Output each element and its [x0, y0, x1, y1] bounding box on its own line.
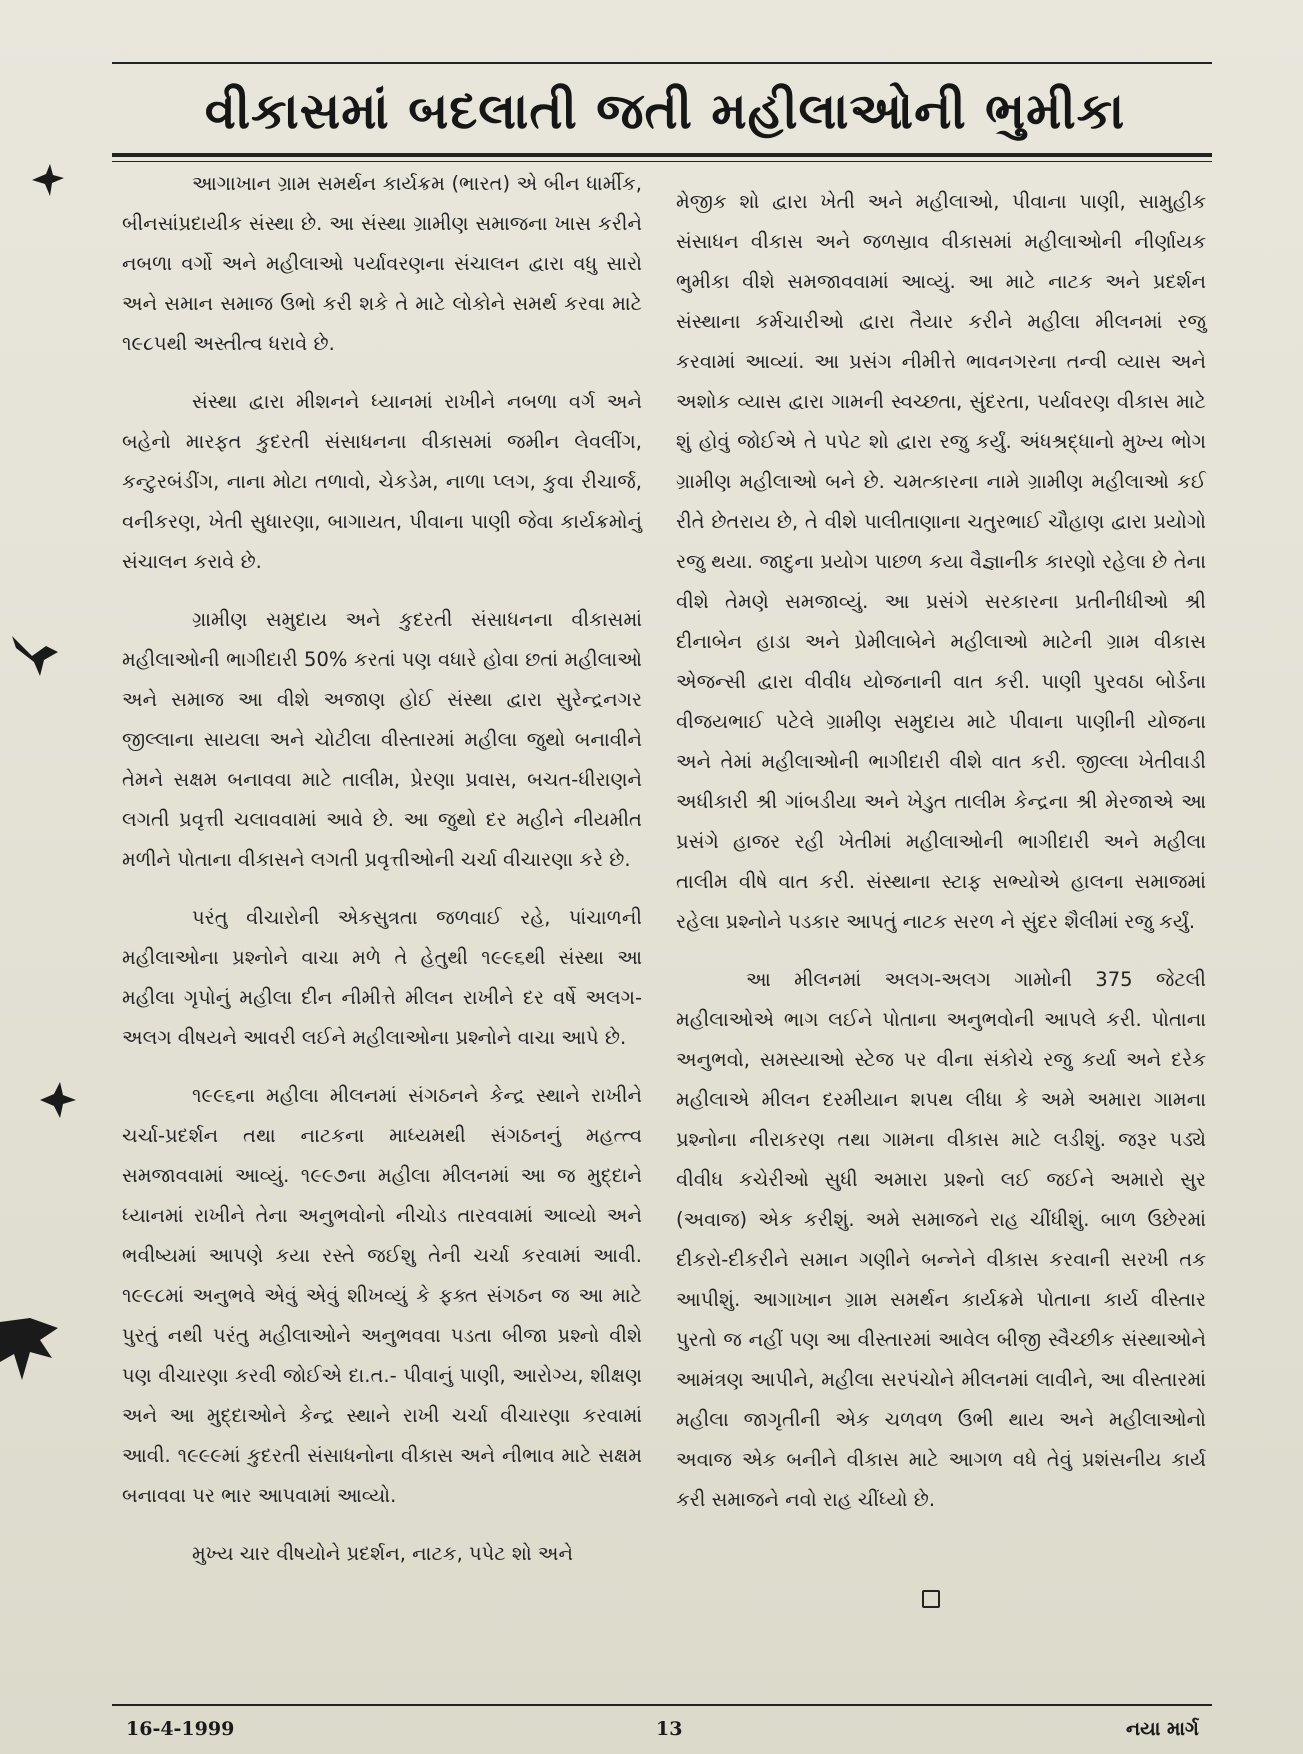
left-paragraph: સંસ્થા દ્વારા મીશનને ધ્યાનમાં રાખીને નબળા વર્ગ અને બહેનો મારફત કુદરતી સંસાધનના વીકાસમાં જમીન લેવલીંગ, કન્ટુરબંડીંગ, નાના મોટા તળાવો, ચેકડેમ, નાળા પ્લગ, કુવા રીચાર્જ, વનીકરણ, ખેતી સુધારણા, બાગાયત, પીવાના પાણી જેવા કાર્યક્રમોનું સંચાલન કરાવે છે. [122, 390, 642, 573]
left-paragraph: મુખ્ય ચાર વીષયોને પ્રદર્શન, નાટક, પપેટ શો અને [192, 1542, 574, 1565]
right-paragraph: આ મીલનમાં અલગ-અલગ ગામોની 375 જેટલી મહીલાઓએ ભાગ લઈને પોતાના અનુભવોની આપલે કરી. પોતાના અનુભવો, સમસ્યાઓ સ્ટેજ પર વીના સંકોચે રજુ કર્યા અને દરેક મહીલાએ મીલન દરમીયાન શપથ લીધા કે અમે અમારા ગામના પ્રશ્નોના નીરાકરણ તથા ગામના વીકાસ માટે લડીશું. જરૂર પડ્યે વીવીધ કચેરીઓ સુધી અમારા પ્રશ્નો લઈ જઈને અમારો સુર (અવાજ) એક કરીશું. અમે સમાજને રાહ ચીંધીશું. બાળ ઉછેરમાં દીકરો-દીકરીને સમાન ગણીને બન્નેને વીકાસ કરવાની સરખી તક આપીશું. આગાખાન ગ્રામ સમર્થન કાર્યક્રમે પોતાના કાર્ય વીસ્તાર પુરતો જ નહીં પણ આ વીસ્તારમાં આવેલ બીજી સ્વૈચ્છીક સંસ્થાઓને આમંત્રણ આપીને, મહીલા સરપંચોને મીલનમાં લાવીને, આ વીસ્તારમાં મહીલા જાગૃતીની એક ચળવળ ઉભી થાય અને મહીલાઓનો અવાજ એક બનીને વીકાસ માટે આગળ વધે તેવું પ્રશંસનીય કાર્ય કરી સમાજને નવો રાહ ચીંધ્યો છે. [676, 968, 1206, 1511]
footer-rule [112, 1704, 1212, 1706]
magazine-name: નયા માર્ગ [1126, 1718, 1199, 1740]
left-paragraph: પરંતુ વીચારોની એકસુત્રતા જળવાઈ રહે, પાંચાળની મહીલાઓના પ્રશ્નોને વાચા મળે તે હેતુથી ૧૯૯૬થી સંસ્થા આ મહીલા ગૃપોનું મહીલા દીન નીમીત્તે મીલન રાખીને દર વર્ષે અલગ-અલગ વીષયને આવરી લઈને મહીલાઓના પ્રશ્નોને વાચા આપે છે. [122, 906, 642, 1049]
punch-hole-icon [28, 160, 68, 200]
left-paragraph: ગ્રામીણ સમુદાય અને કુદરતી સંસાધનના વીકાસમાં મહીલાઓની ભાગીદારી 50% કરતાં પણ વધારે હોવા છતાં મહીલાઓ અને સમાજ આ વીશે અજાણ હોઈ સંસ્થા દ્વારા સુરેન્દ્રનગર જીલ્લાના સાયલા અને ચોટીલા વીસ્તારમાં મહીલા જુથો બનાવીને તેમને સક્ષમ બનાવવા માટે તાલીમ, પ્રેરણા પ્રવાસ, બચત-ધીરાણને લગતી પ્રવૃત્તી ચલાવવામાં આવે છે. આ જુથો દર મહીને નીયમીત મળીને પોતાના વીકાસને લગતી પ્રવૃત્તીઓની ચર્ચા વીચારણા કરે છે. [122, 608, 642, 871]
article-end-square-icon [922, 1590, 940, 1608]
left-paragraph: ૧૯૯૬ના મહીલા મીલનમાં સંગઠનને કેન્દ્ર સ્થાને રાખીને ચર્ચા-પ્રદર્શન તથા નાટકના માધ્યમથી સંગઠનનું મહત્ત્વ સમજાવવામાં આવ્યું. ૧૯૯૭ના મહીલા મીલનમાં આ જ મુદ્દાને ધ્યાનમાં રાખીને તેના અનુભવોનો નીચોડ તારવવામાં આવ્યો અને ભવીષ્યમાં આપણે કયા રસ્તે જઈશુ તેની ચર્ચા કરવામાં આવી. ૧૯૯૮માં અનુભવે એવું એવું શીખવ્યું કે ફક્ત સંગઠન જ આ માટે પુરતું નથી પરંતુ મહીલાઓને અનુભવવા પડતા બીજા પ્રશ્નો વીશે પણ વીચારણા કરવી જોઈએ દા.ત.- પીવાનું પાણી, આરોગ્ય, શીક્ષણ અને આ મુદ્દાઓને કેન્દ્ર સ્થાને રાખી ચર્ચા વીચારણા કરવામાં આવી. ૧૯૯૯માં કુદરતી સંસાધનોના વીકાસ અને નીભાવ માટે સક્ષમ બનાવવા પર ભાર આપવામાં આવ્યો. [122, 1084, 642, 1507]
punch-hole-icon [36, 1078, 80, 1122]
title-bottom-rule-thin [112, 161, 1212, 162]
left-column [122, 164, 642, 1592]
punch-hole-icon [0, 1318, 64, 1388]
page-number: 13 [656, 1718, 683, 1740]
punch-hole-icon [10, 626, 62, 678]
left-paragraph: આગાખાન ગ્રામ સમર્થન કાર્યક્રમ (ભારત) એ બીન ધાર્મીક, બીનસાંપ્રદાયીક સંસ્થા છે. આ સંસ્થા ગ્રામીણ સમાજના ખાસ કરીને નબળા વર્ગો અને મહીલાઓ પર્યાવરણના સંચાલન દ્વારા વધુ સારો અને સમાન સમાજ ઉભો કરી શકે તે માટે લોકોને સમર્થ કરવા માટે ૧૯૮૫થી અસ્તીત્વ ધરાવે છે. [122, 172, 642, 355]
page-title: વીકાસમાં બદલાતી જતી મહીલાઓની ભુમીકા [204, 82, 1126, 140]
right-column [676, 182, 1206, 1538]
title-bottom-rule-thick [112, 153, 1212, 157]
footer-date: 16-4-1999 [126, 1718, 235, 1740]
right-paragraph: મેજીક શો દ્વારા ખેતી અને મહીલાઓ, પીવાના પાણી, સામુહીક સંસાધન વીકાસ અને જળસ્રાવ વીકાસમાં મહીલાઓની નીર્ણાયક ભુમીકા વીશે સમજાવવામાં આવ્યું. આ માટે નાટક અને પ્રદર્શન સંસ્થાના કર્મચારીઓ દ્વારા તૈયાર કરીને મહીલા મીલનમાં રજુ કરવામાં આવ્યાં. આ પ્રસંગ નીમીત્તે ભાવનગરના તન્વી વ્યાસ અને અશોક વ્યાસ દ્વારા ગામની સ્વચ્છતા, સુંદરતા, પર્યાવરણ વીકાસ માટે શું હોવું જોઈએ તે પપેટ શો દ્વારા રજુ કર્યું. અંધશ્રદ્ધાનો મુખ્ય ભોગ ગ્રામીણ મહીલાઓ બને છે. ચમત્કારના નામે ગ્રામીણ મહીલાઓ કઈ રીતે છેતરાય છે, તે વીશે પાલીતાણાના ચતુરભાઈ ચૌહાણ દ્વારા પ્રયોગો રજુ થયા. જાદુના પ્રયોગ પાછળ કયા વૈજ્ઞાનીક કારણો રહેલા છે તેના વીશે તેમણે સમજાવ્યું. આ પ્રસંગે સરકારના પ્રતીનીધીઓ શ્રી દીનાબેન હાડા અને પ્રેમીલાબેને મહીલાઓ માટેની ગ્રામ વીકાસ એજન્સી દ્વારા વીવીધ યોજનાની વાત કરી. પાણી પુરવઠા બોર્ડના વીજયભાઈ પટેલે ગ્રામીણ સમુદાય માટે પીવાના પાણીની યોજના અને તેમાં મહીલાઓની ભાગીદારી વીશે વાત કરી. જીલ્લા ખેતીવાડી અધીકારી શ્રી ગાંબડીયા અને ખેડુત તાલીમ કેન્દ્રના શ્રી મેરજાએ આ પ્રસંગે હાજર રહી ખેતીમાં મહીલાઓની ભાગીદારી અને મહીલા તાલીમ વીષે વાત કરી. સંસ્થાના સ્ટાફ સભ્યોએ હાલના સમાજમાં રહેલા પ્રશ્નોને પડકાર આપતું નાટક સરળ ને સુંદર શૈલીમાં રજુ કર્યું. [676, 190, 1206, 933]
title-top-rule [112, 62, 1212, 64]
